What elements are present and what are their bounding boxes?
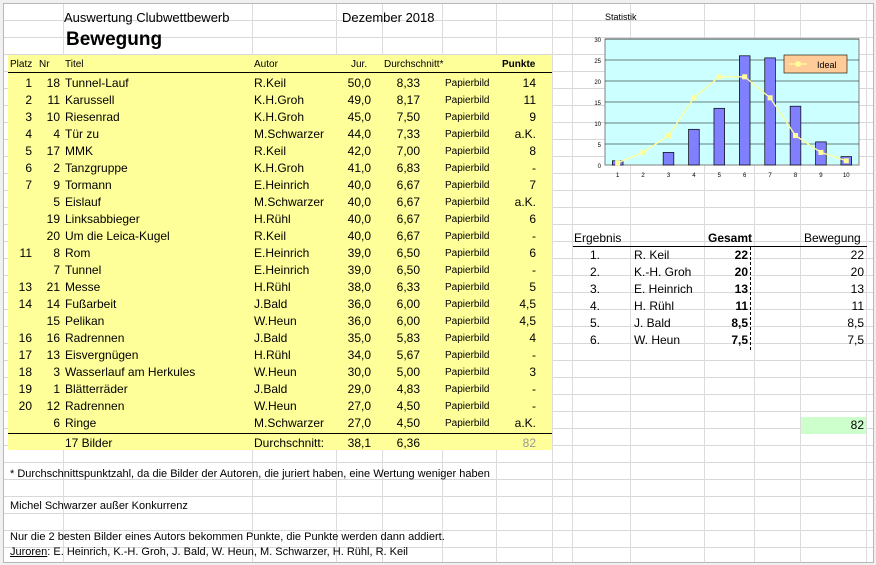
cell-titel: Karussell bbox=[65, 93, 115, 107]
cell-titel: Wasserlauf am Herkules bbox=[65, 365, 196, 379]
cell-typ: Papierbild bbox=[445, 367, 490, 378]
cell-punkte: 11 bbox=[523, 93, 536, 107]
cell-typ: Papierbild bbox=[445, 333, 490, 344]
cell-typ: Papierbild bbox=[445, 350, 490, 361]
ergebnis-gesamt: 8,5 bbox=[731, 316, 748, 330]
cell-autor: W.Heun bbox=[254, 365, 297, 379]
cell-jur: 35,0 bbox=[347, 331, 371, 345]
cell-avg: 6,33 bbox=[396, 280, 420, 294]
cell-typ: Papierbild bbox=[445, 95, 490, 106]
ergebnis-col-kategorie: Bewegung bbox=[804, 231, 861, 245]
cell-titel: Pelikan bbox=[65, 314, 105, 328]
bar bbox=[689, 129, 700, 165]
x-tick-label: 7 bbox=[768, 173, 772, 179]
cell-avg: 4,83 bbox=[396, 382, 420, 396]
ideal-point bbox=[818, 150, 823, 155]
ergebnis-gesamt: 7,5 bbox=[731, 333, 748, 347]
cell-typ: Papierbild bbox=[445, 146, 490, 157]
cell-titel: Ringe bbox=[65, 416, 97, 430]
cell-typ: Papierbild bbox=[445, 112, 490, 123]
cell-avg: 5,83 bbox=[396, 331, 420, 345]
cell-typ: Papierbild bbox=[445, 384, 490, 395]
summary-jur: 38,1 bbox=[347, 436, 371, 450]
ergebnis-n: 2. bbox=[590, 265, 601, 279]
ergebnis-name: J. Bald bbox=[634, 316, 671, 330]
ergebnis-col-gesamt: Gesamt bbox=[708, 231, 753, 245]
ergebnis-name: W. Heun bbox=[634, 333, 681, 347]
cell-punkte: - bbox=[532, 161, 536, 175]
ergebnis-gesamt: 22 bbox=[734, 248, 748, 262]
cell-jur: 27,0 bbox=[347, 399, 371, 413]
ergebnis-kat: 8,5 bbox=[847, 316, 864, 330]
summary-label: Durchschnitt: bbox=[254, 436, 325, 450]
cell-punkte: 8 bbox=[529, 144, 536, 158]
cell-platz: 2 bbox=[25, 93, 32, 107]
cell-nr: 5 bbox=[53, 195, 60, 209]
bar bbox=[714, 108, 725, 165]
cell-nr: 9 bbox=[53, 178, 60, 192]
cell-punkte: 6 bbox=[529, 246, 536, 260]
cell-titel: Fußarbeit bbox=[65, 297, 117, 311]
cell-autor: M.Schwarzer bbox=[254, 127, 325, 141]
cell-titel: Messe bbox=[65, 280, 101, 294]
y-tick-label: 15 bbox=[594, 101, 601, 107]
ergebnis-kat: 20 bbox=[850, 265, 864, 279]
bar bbox=[663, 152, 674, 165]
cell-platz: 18 bbox=[18, 365, 32, 379]
cell-jur: 34,0 bbox=[347, 348, 371, 362]
cell-autor: W.Heun bbox=[254, 399, 297, 413]
y-tick-label: 25 bbox=[594, 59, 601, 65]
cell-platz: 20 bbox=[18, 399, 32, 413]
y-tick-label: 20 bbox=[594, 80, 601, 86]
cell-titel: Radrennen bbox=[65, 399, 125, 413]
cell-nr: 19 bbox=[46, 212, 60, 226]
cell-platz: 5 bbox=[25, 144, 32, 158]
cell-avg: 6,67 bbox=[396, 229, 420, 243]
cell-autor: K.H.Groh bbox=[254, 93, 305, 107]
cell-autor: R.Keil bbox=[254, 144, 287, 158]
cell-titel: Rom bbox=[65, 246, 91, 260]
cell-punkte: 3 bbox=[529, 365, 536, 379]
cell-autor: J.Bald bbox=[254, 382, 288, 396]
ergebnis-kat: 7,5 bbox=[847, 333, 864, 347]
ergebnis-kat: 22 bbox=[850, 248, 864, 262]
cell-punkte: - bbox=[532, 382, 536, 396]
bar bbox=[765, 58, 776, 165]
cell-punkte: - bbox=[532, 348, 536, 362]
cell-punkte: 14 bbox=[522, 76, 536, 90]
cell-jur: 39,0 bbox=[347, 263, 371, 277]
ergebnis-n: 6. bbox=[590, 333, 601, 347]
x-tick-label: 10 bbox=[842, 173, 850, 179]
note-juroren bbox=[10, 544, 408, 561]
cell-punkte: a.K. bbox=[514, 195, 536, 209]
cell-jur: 40,0 bbox=[347, 178, 371, 192]
cell-typ: Papierbild bbox=[445, 418, 490, 429]
note-average: * Durchschnittspunktzahl, da die Bilder der Autoren, die juriert haben, eine Wertung weniger haben bbox=[10, 468, 490, 480]
cell-avg: 8,33 bbox=[396, 76, 420, 90]
y-tick-label: 30 bbox=[594, 38, 601, 44]
cell-autor: E.Heinrich bbox=[254, 178, 310, 192]
cell-punkte: 4,5 bbox=[519, 297, 536, 311]
ergebnis-gesamt: 11 bbox=[735, 299, 748, 313]
juroren-list: : E. Heinrich, K.-H. Groh, J. Bald, W. Heun, M. Schwarzer, H. Rühl, R. Keil bbox=[47, 546, 408, 558]
cell-punkte: - bbox=[532, 399, 536, 413]
cell-avg: 6,00 bbox=[396, 297, 420, 311]
cell-typ: Papierbild bbox=[445, 299, 490, 310]
summary-punkte: 82 bbox=[522, 436, 536, 450]
ergebnis-divider bbox=[750, 247, 751, 350]
cell-jur: 42,0 bbox=[347, 144, 371, 158]
cell-titel: Tür zu bbox=[65, 127, 100, 141]
sheet-title: Auswertung Clubwettbewerb bbox=[64, 10, 230, 25]
cell-nr: 4 bbox=[53, 127, 60, 141]
ergebnis-n: 4. bbox=[590, 299, 601, 313]
note-ausser-konkurrenz: Michel Schwarzer außer Konkurrenz bbox=[10, 500, 188, 512]
cell-avg: 7,33 bbox=[396, 127, 420, 141]
cell-jur: 44,0 bbox=[347, 127, 371, 141]
cell-autor: K.H.Groh bbox=[254, 110, 305, 124]
ideal-point bbox=[793, 133, 798, 138]
cell-platz: 16 bbox=[18, 331, 32, 345]
cell-autor: M.Schwarzer bbox=[254, 195, 325, 209]
cell-typ: Papierbild bbox=[445, 163, 490, 174]
ergebnis-kat: 11 bbox=[851, 299, 864, 313]
cell-platz: 4 bbox=[25, 127, 32, 141]
cell-nr: 14 bbox=[46, 297, 60, 311]
cell-avg: 7,50 bbox=[396, 110, 420, 124]
note-punkte: Nur die 2 besten Bilder eines Autors bekommen Punkte, die Punkte werden dann addiert. bbox=[10, 531, 445, 543]
cell-platz: 19 bbox=[18, 382, 32, 396]
cell-nr: 3 bbox=[53, 365, 60, 379]
ideal-point bbox=[641, 150, 646, 155]
cell-nr: 1 bbox=[53, 382, 60, 396]
summary-count: 17 Bilder bbox=[65, 436, 113, 450]
col-nr: Nr bbox=[39, 59, 50, 70]
legend-marker bbox=[796, 62, 801, 67]
cell-avg: 6,67 bbox=[396, 212, 420, 226]
month-label: Dezember 2018 bbox=[342, 10, 435, 25]
cell-autor: M.Schwarzer bbox=[254, 416, 325, 430]
ergebnis-gesamt: 13 bbox=[734, 282, 748, 296]
cell-typ: Papierbild bbox=[445, 197, 490, 208]
cell-platz: 11 bbox=[19, 246, 32, 260]
ideal-point bbox=[768, 95, 773, 100]
cell-avg: 6,50 bbox=[396, 263, 420, 277]
x-tick-label: 1 bbox=[616, 173, 620, 179]
cell-autor: R.Keil bbox=[254, 229, 287, 243]
cell-avg: 8,17 bbox=[396, 93, 420, 107]
cell-platz: 7 bbox=[25, 178, 32, 192]
header-underline bbox=[8, 72, 552, 73]
legend-label: Ideal bbox=[817, 60, 837, 70]
bar bbox=[739, 56, 750, 165]
cell-punkte: 4 bbox=[529, 331, 536, 345]
cell-nr: 6 bbox=[53, 416, 60, 430]
cell-punkte: - bbox=[532, 229, 536, 243]
cell-punkte: 5 bbox=[529, 280, 536, 294]
cell-autor: H.Rühl bbox=[254, 212, 291, 226]
x-tick-label: 8 bbox=[793, 173, 798, 179]
summary-avg: 6,36 bbox=[396, 436, 420, 450]
col-autor: Autor bbox=[254, 59, 278, 70]
ideal-point bbox=[844, 158, 849, 163]
cell-avg: 6,00 bbox=[396, 314, 420, 328]
cell-avg: 6,67 bbox=[396, 195, 420, 209]
ideal-point bbox=[691, 95, 696, 100]
cell-avg: 4,50 bbox=[396, 416, 420, 430]
x-tick-label: 6 bbox=[743, 173, 747, 179]
cell-platz: 3 bbox=[25, 110, 32, 124]
cell-jur: 27,0 bbox=[347, 416, 371, 430]
cell-titel: Um die Leica-Kugel bbox=[65, 229, 170, 243]
cell-titel: Linksabbieger bbox=[65, 212, 140, 226]
ergebnis-n: 1. bbox=[590, 248, 601, 262]
stats-label: Statistik bbox=[605, 12, 637, 22]
cell-platz: 14 bbox=[18, 297, 32, 311]
cell-nr: 16 bbox=[46, 331, 60, 345]
cell-nr: 8 bbox=[53, 246, 60, 260]
cell-nr: 13 bbox=[46, 348, 60, 362]
x-tick-label: 2 bbox=[641, 173, 645, 179]
cell-jur: 41,0 bbox=[347, 161, 371, 175]
cell-avg: 5,00 bbox=[396, 365, 420, 379]
ergebnis-kat: 13 bbox=[850, 282, 864, 296]
x-tick-label: 3 bbox=[666, 173, 671, 179]
cell-nr: 20 bbox=[46, 229, 60, 243]
ergebnis-name: E. Heinrich bbox=[634, 282, 693, 296]
cell-nr: 7 bbox=[53, 263, 60, 277]
cell-punkte: 9 bbox=[529, 110, 536, 124]
cell-punkte: a.K. bbox=[514, 416, 536, 430]
cell-autor: E.Heinrich bbox=[254, 263, 310, 277]
cell-typ: Papierbild bbox=[445, 214, 490, 225]
ergebnis-n: 3. bbox=[590, 282, 601, 296]
cell-titel: Riesenrad bbox=[65, 110, 120, 124]
ergebnis-gesamt: 20 bbox=[734, 265, 748, 279]
cell-avg: 6,83 bbox=[396, 161, 420, 175]
col-platz: Platz bbox=[10, 59, 33, 70]
cell-titel: Blätterräder bbox=[65, 382, 128, 396]
juroren-label: Juroren bbox=[10, 546, 48, 558]
col-titel: Titel bbox=[65, 59, 84, 70]
cell-titel: Eislauf bbox=[65, 195, 102, 209]
ergebnis-title: Ergebnis bbox=[574, 231, 622, 245]
cell-autor: W.Heun bbox=[254, 314, 297, 328]
cell-punkte: 4,5 bbox=[519, 314, 536, 328]
cell-nr: 10 bbox=[46, 110, 60, 124]
cell-jur: 36,0 bbox=[347, 297, 371, 311]
x-tick-label: 4 bbox=[692, 173, 696, 179]
spreadsheet[interactable] bbox=[3, 3, 874, 563]
ergebnis-total: 82 bbox=[850, 418, 864, 432]
cell-nr: 2 bbox=[53, 161, 60, 175]
cell-nr: 18 bbox=[46, 76, 60, 90]
cell-platz: 17 bbox=[18, 348, 32, 362]
cell-titel: Radrennen bbox=[65, 331, 125, 345]
cell-titel: Tunnel-Lauf bbox=[65, 76, 129, 90]
y-tick-label: 10 bbox=[594, 122, 601, 128]
cell-platz: 1 bbox=[25, 76, 32, 90]
cell-autor: R.Keil bbox=[254, 76, 287, 90]
cell-nr: 21 bbox=[46, 280, 60, 294]
col-durchschnitt: Durchschnitt* bbox=[384, 59, 444, 70]
ergebnis-name: H. Rühl bbox=[634, 299, 675, 313]
cell-autor: J.Bald bbox=[254, 297, 288, 311]
cell-typ: Papierbild bbox=[445, 282, 490, 293]
cell-jur: 45,0 bbox=[347, 110, 371, 124]
cell-jur: 40,0 bbox=[347, 229, 371, 243]
cell-typ: Papierbild bbox=[445, 265, 490, 276]
cell-avg: 4,50 bbox=[396, 399, 420, 413]
category-title: Bewegung bbox=[66, 29, 163, 50]
cell-punkte: 6 bbox=[529, 212, 536, 226]
cell-punkte: 7 bbox=[529, 178, 536, 192]
cell-jur: 29,0 bbox=[347, 382, 371, 396]
cell-avg: 6,67 bbox=[396, 178, 420, 192]
statistik-chart bbox=[572, 26, 864, 186]
cell-jur: 38,0 bbox=[347, 280, 371, 294]
cell-typ: Papierbild bbox=[445, 180, 490, 191]
x-tick-label: 5 bbox=[717, 173, 721, 179]
cell-typ: Papierbild bbox=[445, 248, 490, 259]
ideal-point bbox=[666, 133, 671, 138]
cell-autor: E.Heinrich bbox=[254, 246, 310, 260]
ideal-point bbox=[717, 74, 722, 79]
cell-nr: 11 bbox=[47, 93, 60, 107]
cell-jur: 49,0 bbox=[347, 93, 371, 107]
cell-nr: 15 bbox=[46, 314, 60, 328]
y-tick-label: 5 bbox=[597, 143, 601, 149]
cell-typ: Papierbild bbox=[445, 78, 490, 89]
ergebnis-name: R. Keil bbox=[634, 248, 670, 262]
cell-autor: H.Rühl bbox=[254, 280, 291, 294]
cell-nr: 12 bbox=[46, 399, 60, 413]
col-punkte: Punkte bbox=[502, 59, 536, 70]
summary-line bbox=[8, 433, 552, 434]
cell-autor: K.H.Groh bbox=[254, 161, 305, 175]
ideal-point bbox=[615, 160, 620, 165]
cell-jur: 40,0 bbox=[347, 195, 371, 209]
cell-typ: Papierbild bbox=[445, 401, 490, 412]
cell-titel: Tormann bbox=[65, 178, 112, 192]
cell-platz: 13 bbox=[18, 280, 32, 294]
cell-nr: 17 bbox=[46, 144, 60, 158]
cell-titel: MMK bbox=[65, 144, 93, 158]
ergebnis-name: K.-H. Groh bbox=[634, 265, 692, 279]
cell-punkte: a.K. bbox=[514, 127, 536, 141]
cell-jur: 50,0 bbox=[347, 76, 371, 90]
cell-jur: 30,0 bbox=[347, 365, 371, 379]
cell-jur: 36,0 bbox=[347, 314, 371, 328]
cell-autor: H.Rühl bbox=[254, 348, 291, 362]
cell-autor: J.Bald bbox=[254, 331, 288, 345]
cell-avg: 7,00 bbox=[396, 144, 420, 158]
cell-typ: Papierbild bbox=[445, 231, 490, 242]
cell-jur: 40,0 bbox=[347, 212, 371, 226]
cell-platz: 6 bbox=[25, 161, 32, 175]
cell-jur: 39,0 bbox=[347, 246, 371, 260]
cell-avg: 5,67 bbox=[396, 348, 420, 362]
cell-avg: 6,50 bbox=[396, 246, 420, 260]
ergebnis-n: 5. bbox=[590, 316, 601, 330]
col-jur: Jur. bbox=[351, 59, 368, 70]
cell-typ: Papierbild bbox=[445, 316, 490, 327]
cell-punkte: - bbox=[532, 263, 536, 277]
x-tick-label: 9 bbox=[819, 173, 823, 179]
cell-typ: Papierbild bbox=[445, 129, 490, 140]
ideal-point bbox=[742, 74, 747, 79]
cell-titel: Eisvergnügen bbox=[65, 348, 139, 362]
y-tick-label: 0 bbox=[597, 164, 601, 170]
cell-titel: Tunnel bbox=[65, 263, 102, 277]
cell-titel: Tanzgruppe bbox=[65, 161, 128, 175]
